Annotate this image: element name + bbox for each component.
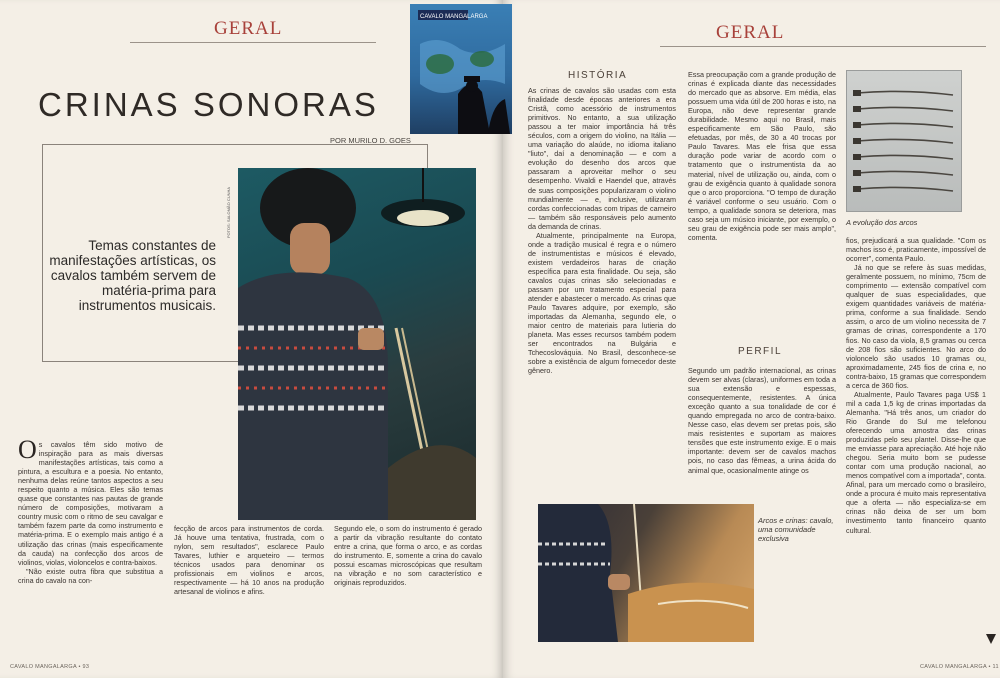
photo-violin-maker-illustration [238, 168, 476, 520]
dropcap: O [18, 440, 37, 464]
photo-workshop [538, 504, 754, 642]
caption-bow-evolution: A evolução dos arcos [846, 218, 918, 227]
photo-magazine-cover [410, 4, 512, 134]
historia-p2: Atualmente, principalmente na Europa, onde a tradição musical é regra e o número de instrumentistas e músicos é elevado, existem verdadeiros haras de criação específica para esta finalidade. Ou seja, são cavalos cujas crinas são selecionadas e passam por um tratamento especial para atender e abastecer o mercado. As crinas que Paulo Tavares adquire, por exemplo, são importadas da Alemanha, segundo ele, o maior centro de materiais para lutieria do planeta. Mas esses recursos também podem ser encontrados na Bulgária e Tchecoslováquia. No Brasil, desconhece-se sobre a existência de algum fornecedor deste gênero. [528, 230, 676, 376]
col1-quote: "Não existe outra fibra que substitua a crina do cavalo na con- [18, 566, 163, 585]
end-mark-icon [986, 634, 996, 644]
photo-bow-evolution-illustration [847, 71, 962, 212]
text-col-4 [528, 86, 676, 498]
col2-text: fecção de arcos para instrumentos de corda. Já houve uma tentativa, frustrada, com o nylon, sem resultados", esclarece Paulo Tavares, luthier e arqueteiro — termos técnicos usados para denominar os profissionais em violinos e arcos, respectivamente — há 10 anos na produção artesanal de violinos e afins. [174, 524, 324, 597]
subhead-historia: HISTÓRIA [568, 70, 628, 81]
photo-bow-evolution [846, 70, 962, 212]
photo-workshop-illustration [538, 504, 754, 642]
text-col-5b [688, 366, 836, 494]
photo-violin-maker [238, 168, 476, 520]
deck-text: Temas constantes de manifestações artísticas, os cavalos também servem de matéria-prima para instrumentos musicais. [49, 238, 216, 313]
col5-p1: Essa preocupação com a grande produção de crinas é explicada diante das necessidades do mercado que as absorve. Em média, elas possuem uma vida útil de 200 horas e isto, na Europa, não deve representar grande durabilidade. Mesmo aqui no Brasil, mais especificamente em São Paulo, são efetuadas, por mês, de 30 a 40 trocas por Paulo Tavares. Mas ele frisa que essa duração pode variar de acordo com o tratamento que o instrumentista da ao material, nível de utilização ou, ainda, com o grau de exigência quanto à qualidade sonora que o arco proporciona. "O tempo de duração é variável conforme o seu usuário. Com o tempo, a qualidade sonora se deteriora, mas caso seja um músico iniciante, por exemplo, o seu grau de exigência pode ser mais amplo", comenta. [688, 70, 836, 242]
perfil-p1: Segundo um padrão internacional, as crinas devem ser alvas (claras), uniformes em toda a sua extensão e espessas, consequentemente, resistentes. A única exceção quanto a sua tonalidade de cor é quando empregada no arco de contra-baixo. Nesse caso, elas devem ser pretas pois, são mais resistentes e suportam as maiores tensões que este instrumento exige. E o mais importante: devem ser de cavalos machos pois, no caso das fêmeas, a urina ácida do animal que, ocasionalmente atinge os [688, 366, 836, 475]
text-col-2 [174, 524, 324, 652]
col1-text: s cavalos têm sido motivo de inspiração para as mais diversas manifestações artísticas, tais como a pintura, a escultura e a poesia. No entanto, nenhuma delas reúne tantos aspectos a seu respeito quanto a música. Eles são temas quase que constantes nas pautas de grande número de composições, motivaram a country music com o ritmo de seu cavalgar e também fazem parte da como instrumento e matéria-prima. E o exemplo mais antigo é a utilização das crinas (mais especificamente da cauda) na confecção dos arcos de violinos, violas, violoncelos e contra-baixos. [18, 440, 163, 567]
byline: POR MURILO D. GOES [330, 136, 411, 145]
section-header-right: GERAL [660, 22, 986, 47]
text-col-5 [688, 70, 836, 340]
text-col-6 [846, 236, 986, 660]
col3-text: Segundo ele, o som do instrumento é gerado a partir da vibração resultante do contato entre a crina, que forma o arco, e as cordas do instrumento. E, somente a crina do cavalo possui escamas microscópicas que resultam na vibração e no som característico e originais reproduzidos. [334, 524, 482, 588]
headline: CRINAS SONORAS [38, 86, 379, 123]
col6-p2: Já no que se refere às suas medidas, geralmente possuem, no mínimo, 75cm de comprimento — extensão compatível com qualquer de suas especialidades, que exigem quantidades variáveis de matéria-prima, conforme a sua finalidade. Sendo assim, o arco de um violino necessita de 7 gramas de crinas, correspondente a 170 fios. No caso da viola, 8,5 gramas ou cerca de 208 fios são suficientes. No arco do violoncelo são usados 10 gramas ou, aproximadamente, 245 fios de crina e, no contra-baixo, 15 gramas que correspondem a cerca de 360 fios. [846, 263, 986, 390]
historia-p1: As crinas de cavalos são usadas com esta finalidade desde épocas anteriores a era Cristã, como acessório de instrumentos primitivos. No entanto, a sua utilização passou a ter maior importância há três séculos, com a origem do violino, na Itália — uma variação do alaúde, no idioma italiano "liuto", daí a denominação — e com a evolução do desenho dos arcos que passaram a aproveitar melhor o seu desempenho. Vivaldi e Haendel que, através de suas composições popularizaram o violino mundialmente — e, inclusive, utilizaram cordas confeccionadas com tripas de carneiro — também são responsáveis pelo aumento da demanda de crinas. [528, 86, 676, 231]
col6-p1: fios, prejudicará a sua qualidade. "Com os machos isso é, praticamente, impossível de ocorrer", comenta Paulo. [846, 236, 986, 264]
caption-workshop: Arcos e crinas: cavalo, uma comunidade exclusiva [758, 516, 834, 543]
subhead-perfil: PERFIL [738, 346, 783, 357]
text-col-3 [334, 524, 482, 652]
photo-credit: FOTOS: SALOMÃO CUNHA [226, 186, 231, 238]
cover-title: CAVALO MANGALARGA [420, 14, 488, 20]
footer-right: CAVALO MANGALARGA • 11 [920, 664, 999, 670]
section-header-left: GERAL [130, 18, 376, 43]
photo-magazine-cover-illustration [410, 4, 512, 134]
col6-p3: Atualmente, Paulo Tavares paga US$ 1 mil a cada 1,5 kg de crinas importadas da Alemanha. "Há três anos, um criador do Rio Grande do Sul me telefonou oferecendo uma amostra das crinas produzidas pelo seu plantel. Disse-lhe que me enviasse para apreciação. Até hoje não chegou. Seria muito bom se pudesse contar com uma produção nacional, ao menos compatível com a importada", conta. Afinal, para um mercado como o brasileiro, onde a procura é muito mais representativa que a oferta — não especializa-se em crinas não deixa de ser um bom investimento tanto financeiro quanto cultural. [846, 389, 986, 535]
text-col-1 [18, 440, 163, 652]
footer-left: CAVALO MANGALARGA • 93 [10, 664, 90, 670]
